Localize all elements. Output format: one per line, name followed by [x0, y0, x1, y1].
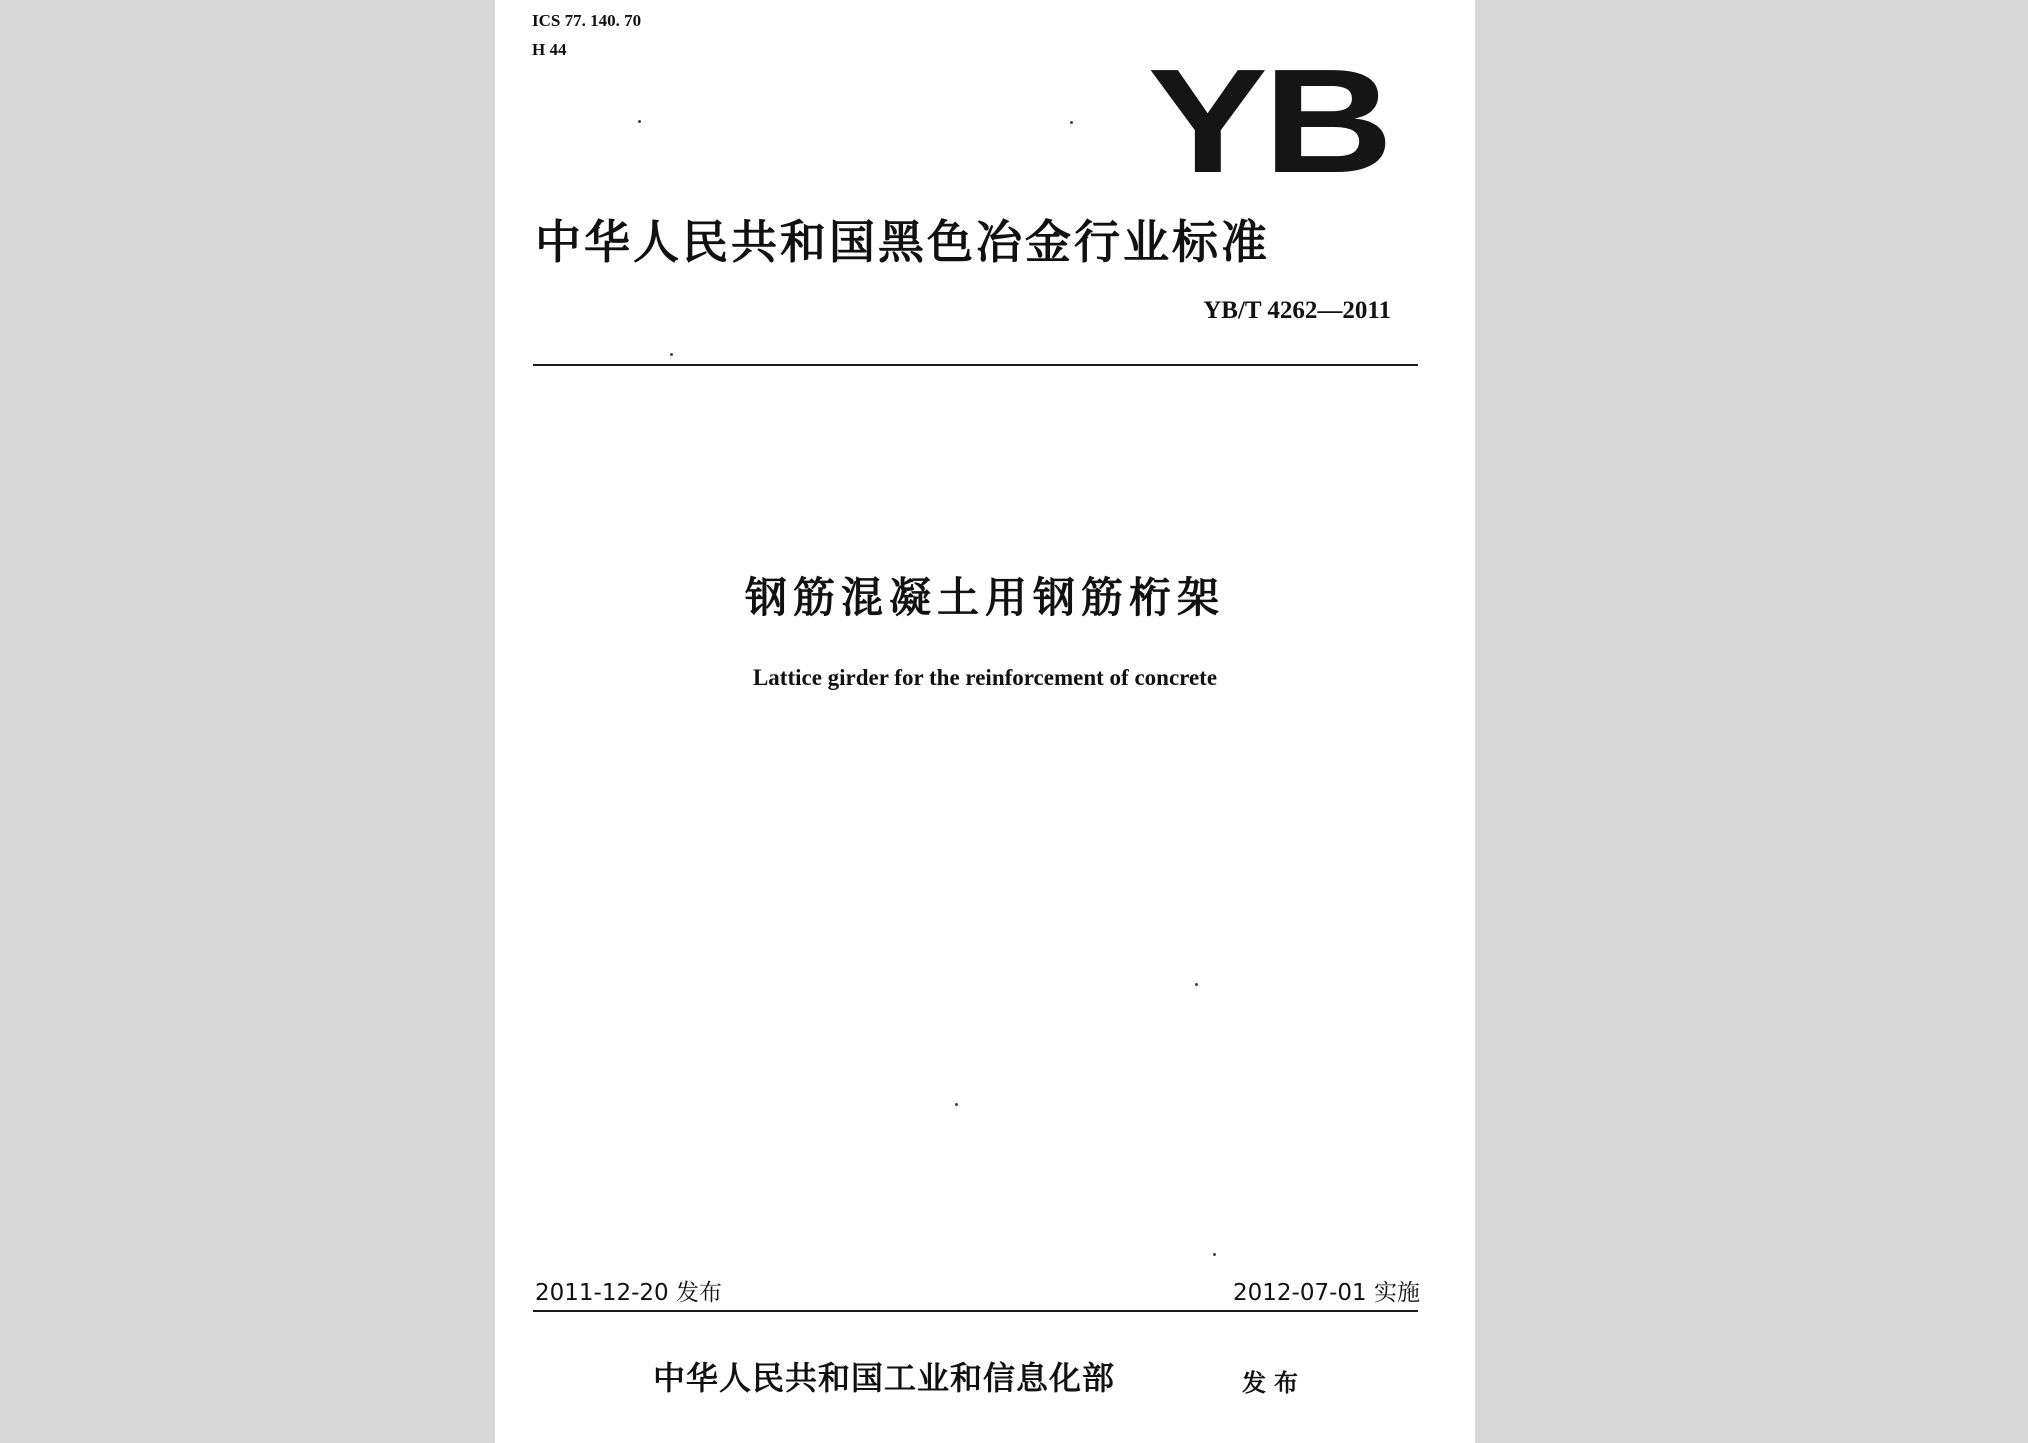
document-title-chinese: 钢筋混凝土用钢筋桁架	[744, 573, 1225, 622]
standard-number: YB/T 4262—2011	[1203, 297, 1391, 324]
scan-speck	[1195, 983, 1198, 986]
implementation-date: 2012-07-01 实施	[1233, 1280, 1420, 1306]
ics-code: ICS 77. 140. 70	[532, 11, 642, 30]
yb-logo: YB	[1147, 39, 1389, 204]
scan-speck	[1070, 121, 1073, 124]
footer-divider	[533, 1310, 1418, 1312]
scan-speck	[955, 1103, 958, 1106]
publisher-name: 中华人民共和国工业和信息化部	[653, 1359, 1116, 1397]
standard-cover-page	[495, 0, 1475, 1443]
publish-label: 发布	[1242, 1369, 1306, 1397]
scan-speck	[1213, 1253, 1216, 1256]
ccs-code: H 44	[532, 40, 567, 59]
document-title-english: Lattice girder for the reinforcement of concrete	[752, 665, 1218, 690]
issue-date: 2011-12-20 发布	[535, 1280, 722, 1306]
scan-speck	[638, 120, 641, 123]
header-divider	[533, 364, 1418, 366]
scan-speck	[670, 353, 673, 356]
standard-category-title: 中华人民共和国黑色冶金行业标准	[535, 215, 1270, 269]
